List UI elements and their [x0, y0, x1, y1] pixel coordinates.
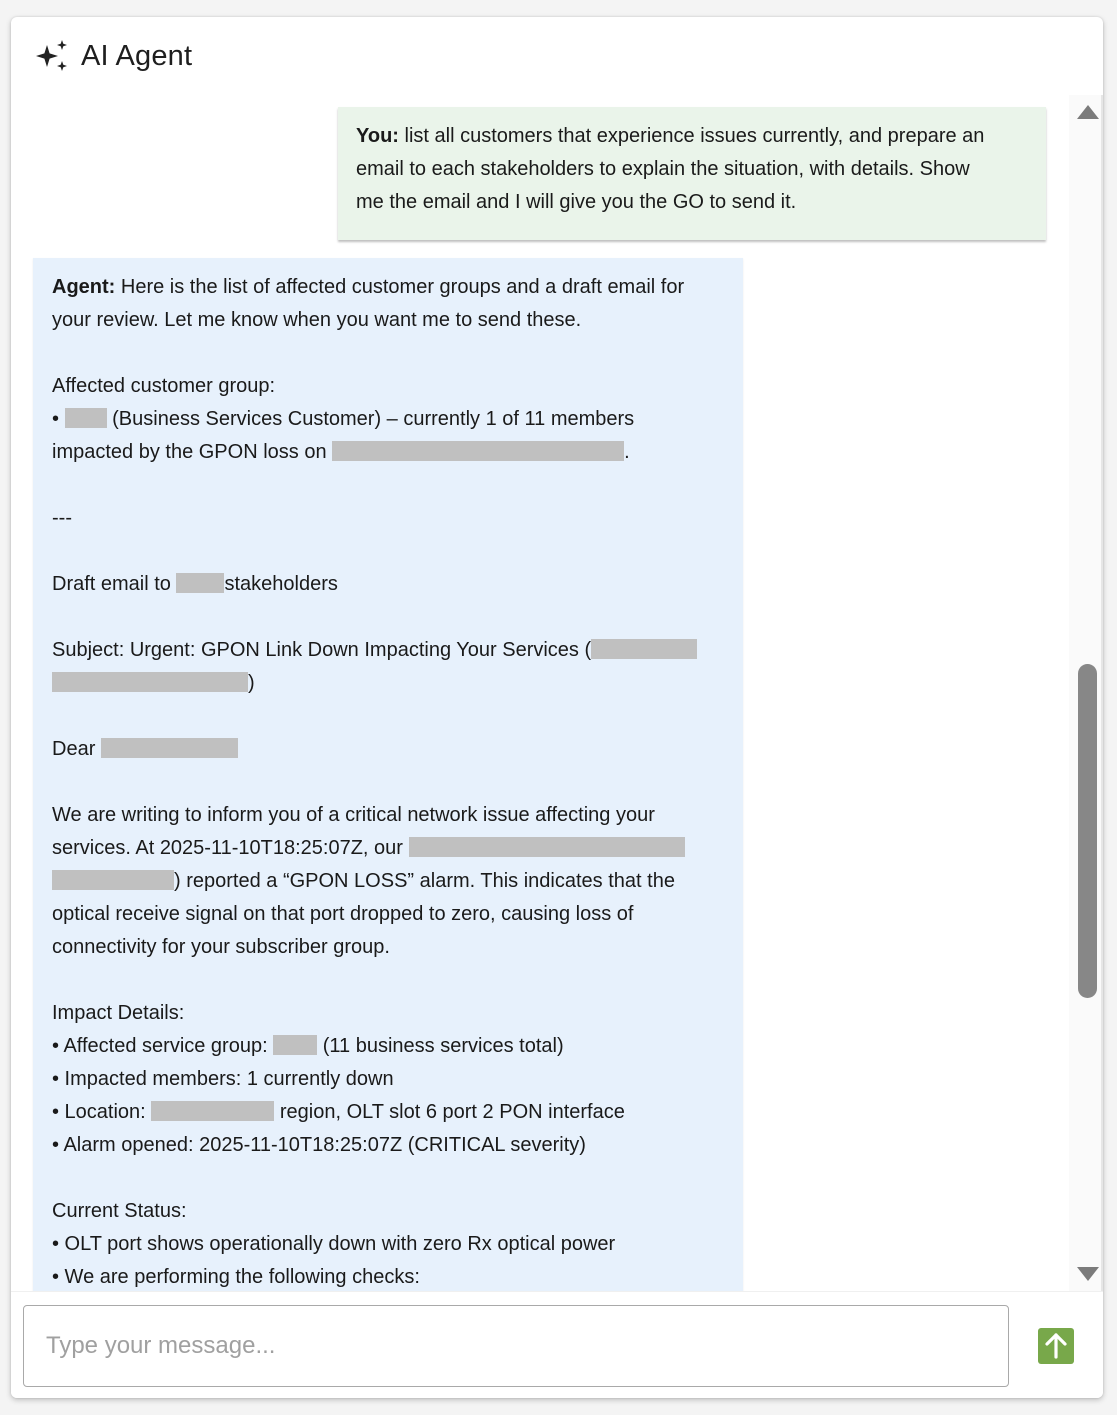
user-message	[338, 107, 1046, 240]
impact-heading: Impact Details:	[52, 1002, 185, 1024]
blank-line	[52, 700, 724, 733]
impact-item: • Location: region, OLT slot 6 port 2 PON interface	[52, 1101, 625, 1123]
user-message-line: me the email and I will give you the GO to send it.	[356, 191, 797, 213]
redacted-text	[52, 870, 174, 890]
impact-item: • Affected service group: (11 business services total)	[52, 1035, 564, 1057]
status-item: • OLT port shows operationally down with zero Rx optical power	[52, 1233, 616, 1255]
email-body-line: ) reported a “GPON LOSS” alarm. This indicates that the	[52, 865, 724, 898]
status-item: • We are performing the following checks:	[52, 1266, 420, 1288]
blank-line	[52, 469, 724, 502]
user-message-line: email to each stakeholders to explain the situation, with details. Show	[356, 158, 970, 180]
email-body-line: connectivity for your subscriber group.	[52, 936, 390, 958]
email-body-line: We are writing to inform you of a critical network issue affecting your	[52, 804, 655, 826]
email-greeting: Dear	[52, 733, 724, 766]
speaker-label: Agent:	[52, 276, 116, 298]
redacted-text	[176, 573, 224, 593]
impact-item: • Alarm opened: 2025-11-10T18:25:07Z (CRITICAL severity)	[52, 1134, 586, 1156]
blank-line	[52, 337, 724, 370]
redacted-text	[65, 408, 107, 428]
header	[11, 17, 1103, 95]
header-title: AI Agent	[81, 39, 193, 72]
email-subject: Subject: Urgent: GPON Link Down Impacting Your Services (	[52, 634, 724, 667]
impact-item: • Impacted members: 1 currently down	[52, 1068, 394, 1090]
scroll-up-arrow-icon[interactable]	[1077, 105, 1099, 119]
blank-line	[52, 601, 724, 634]
agent-intro-line: your review. Let me know when you want me to send these.	[52, 309, 582, 331]
status-heading: Current Status:	[52, 1200, 187, 1222]
redacted-text	[332, 441, 624, 461]
blank-line	[52, 1162, 724, 1195]
chat-scrollbar[interactable]	[1069, 95, 1103, 1291]
redacted-text	[273, 1035, 317, 1055]
ai-agent-panel	[11, 17, 1103, 1398]
arrow-up-icon	[1044, 1333, 1068, 1359]
email-body-line: optical receive signal on that port dropped to zero, causing loss of	[52, 903, 634, 925]
blank-line	[52, 766, 724, 799]
speaker-label: You:	[356, 125, 399, 147]
redacted-text	[151, 1101, 274, 1121]
message-composer	[11, 1291, 1103, 1398]
send-button[interactable]	[1038, 1328, 1074, 1364]
agent-intro-line: Agent: Here is the list of affected customer groups and a draft email for	[52, 276, 685, 298]
redacted-text	[52, 672, 248, 692]
email-body-line: services. At 2025-11-10T18:25:07Z, our	[52, 832, 724, 865]
draft-heading: Draft email to stakeholders	[52, 573, 338, 595]
redacted-text	[591, 639, 697, 659]
email-subject-cont: )	[52, 667, 724, 700]
blank-line	[52, 535, 724, 568]
blank-line	[52, 964, 724, 997]
redacted-text	[409, 837, 685, 857]
redacted-text	[101, 738, 238, 758]
sparkle-icon	[35, 39, 69, 73]
affected-item-cont: impacted by the GPON loss on .	[52, 441, 630, 463]
scroll-down-arrow-icon[interactable]	[1077, 1267, 1099, 1281]
user-message-line: You: list all customers that experience issues currently, and prepare an	[356, 125, 985, 147]
affected-heading: Affected customer group:	[52, 375, 276, 397]
agent-message	[33, 258, 743, 1291]
separator: ---	[52, 507, 72, 529]
scrollbar-thumb[interactable]	[1078, 664, 1097, 998]
chat-message-list[interactable]	[11, 95, 1069, 1291]
affected-item: • (Business Services Customer) – currently 1 of 11 members	[52, 408, 635, 430]
message-input[interactable]	[23, 1305, 1009, 1387]
